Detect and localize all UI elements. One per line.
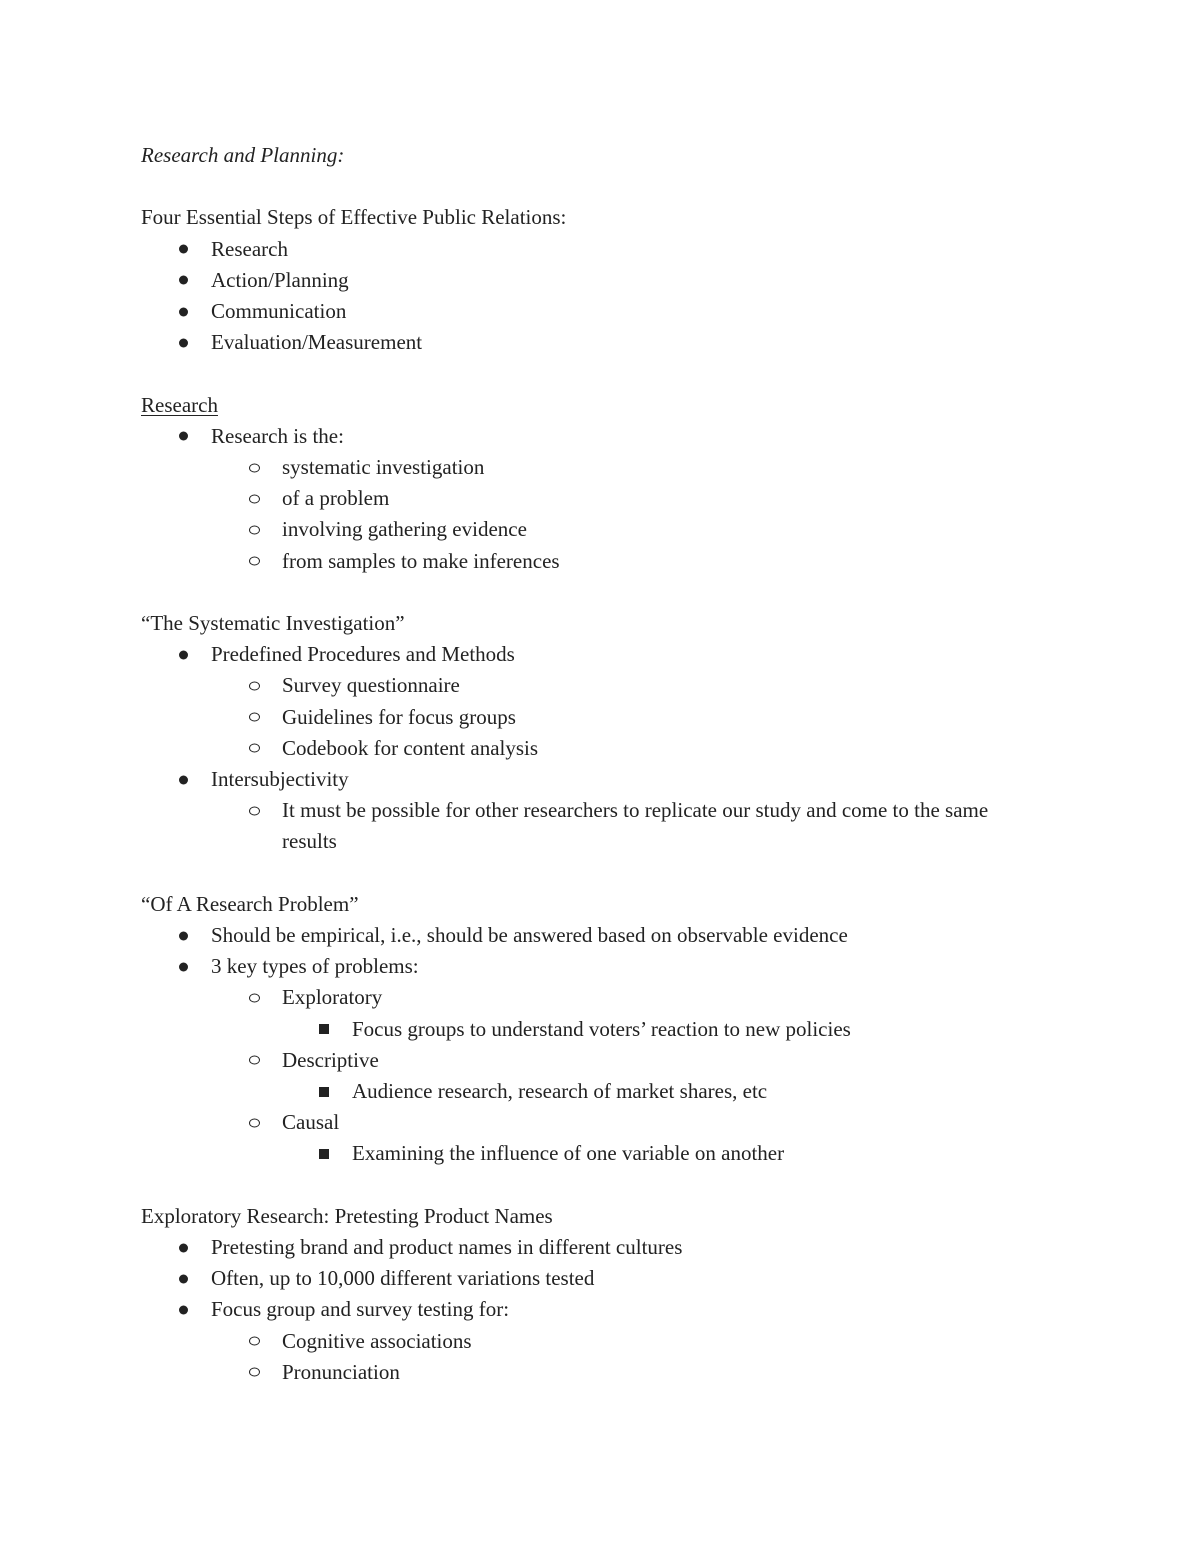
- list-subitem: Pronunciation: [141, 1357, 1041, 1388]
- list-subsubitem: Audience research, research of market shares, etc: [141, 1076, 1041, 1107]
- square-bullet-icon: [319, 1149, 329, 1159]
- disc-bullet-icon: [179, 432, 188, 441]
- circle-bullet-icon: [249, 994, 260, 1003]
- list-item: Action/Planning: [141, 265, 1041, 296]
- problem-heading: “Of A Research Problem”: [141, 891, 359, 916]
- list-subitem: of a problem: [141, 483, 1041, 514]
- list-item: Pretesting brand and product names in different cultures: [141, 1232, 1041, 1263]
- list-item: Often, up to 10,000 different variations tested: [141, 1263, 1041, 1294]
- list-item: Focus group and survey testing for:: [141, 1294, 1041, 1325]
- list-subitem: Causal: [141, 1107, 1041, 1138]
- exploratory-heading: Exploratory Research: Pretesting Product Names: [141, 1203, 553, 1228]
- spacer: [141, 171, 1041, 202]
- disc-bullet-icon: [179, 775, 188, 784]
- list-subitem: Survey questionnaire: [141, 670, 1041, 701]
- list-subitem: from samples to make inferences: [141, 546, 1041, 577]
- list-item: Communication: [141, 296, 1041, 327]
- disc-bullet-icon: [179, 338, 188, 347]
- circle-bullet-icon: [249, 1337, 260, 1346]
- disc-bullet-icon: [179, 650, 188, 659]
- systematic-heading: “The Systematic Investigation”: [141, 611, 405, 635]
- list-subitem: It must be possible for other researchers to replicate our study and come to the same results: [141, 795, 1022, 857]
- circle-bullet-icon: [249, 1056, 260, 1065]
- list-subitem: Exploratory: [141, 982, 1041, 1013]
- list-subitem: Guidelines for focus groups: [141, 702, 1041, 733]
- circle-bullet-icon: [249, 1368, 260, 1377]
- list-subsubitem: Focus groups to understand voters’ reaction to new policies: [141, 1014, 1041, 1045]
- research-heading: Research: [141, 392, 218, 417]
- circle-bullet-icon: [249, 806, 260, 815]
- circle-bullet-icon: [249, 494, 260, 503]
- spacer: [141, 858, 1041, 889]
- spacer: [141, 358, 1041, 389]
- circle-bullet-icon: [249, 682, 260, 691]
- spacer: [141, 1170, 1041, 1201]
- circle-bullet-icon: [249, 713, 260, 722]
- disc-bullet-icon: [179, 1243, 188, 1252]
- disc-bullet-icon: [179, 245, 188, 254]
- list-subitem: Codebook for content analysis: [141, 733, 1041, 764]
- list-item: Evaluation/Measurement: [141, 327, 1041, 358]
- circle-bullet-icon: [249, 463, 260, 472]
- circle-bullet-icon: [249, 1118, 260, 1127]
- square-bullet-icon: [319, 1024, 329, 1034]
- circle-bullet-icon: [249, 526, 260, 535]
- list-subitem: Descriptive: [141, 1045, 1041, 1076]
- list-subitem: systematic investigation: [141, 452, 1041, 483]
- disc-bullet-icon: [179, 1274, 188, 1283]
- list-subitem: Cognitive associations: [141, 1326, 1041, 1357]
- list-item: Predefined Procedures and Methods: [141, 639, 1041, 670]
- list-item: Research: [141, 234, 1041, 265]
- spacer: [141, 577, 1041, 608]
- disc-bullet-icon: [179, 931, 188, 940]
- disc-bullet-icon: [179, 1306, 188, 1315]
- disc-bullet-icon: [179, 307, 188, 316]
- list-item: 3 key types of problems:: [141, 951, 1041, 982]
- square-bullet-icon: [319, 1087, 329, 1097]
- disc-bullet-icon: [179, 276, 188, 285]
- document-page: [141, 140, 1041, 1388]
- list-subsubitem: Examining the influence of one variable on another: [141, 1138, 1041, 1169]
- four-steps-heading: Four Essential Steps of Effective Public Relations:: [141, 205, 567, 230]
- disc-bullet-icon: [179, 962, 188, 971]
- list-subitem: involving gathering evidence: [141, 514, 1041, 545]
- document-title: Research and Planning:: [141, 143, 345, 167]
- list-item: Intersubjectivity: [141, 764, 1041, 795]
- circle-bullet-icon: [249, 744, 260, 753]
- circle-bullet-icon: [249, 557, 260, 566]
- list-item: Should be empirical, i.e., should be answered based on observable evidence: [141, 920, 1041, 951]
- list-item: Research is the:: [141, 421, 1041, 452]
